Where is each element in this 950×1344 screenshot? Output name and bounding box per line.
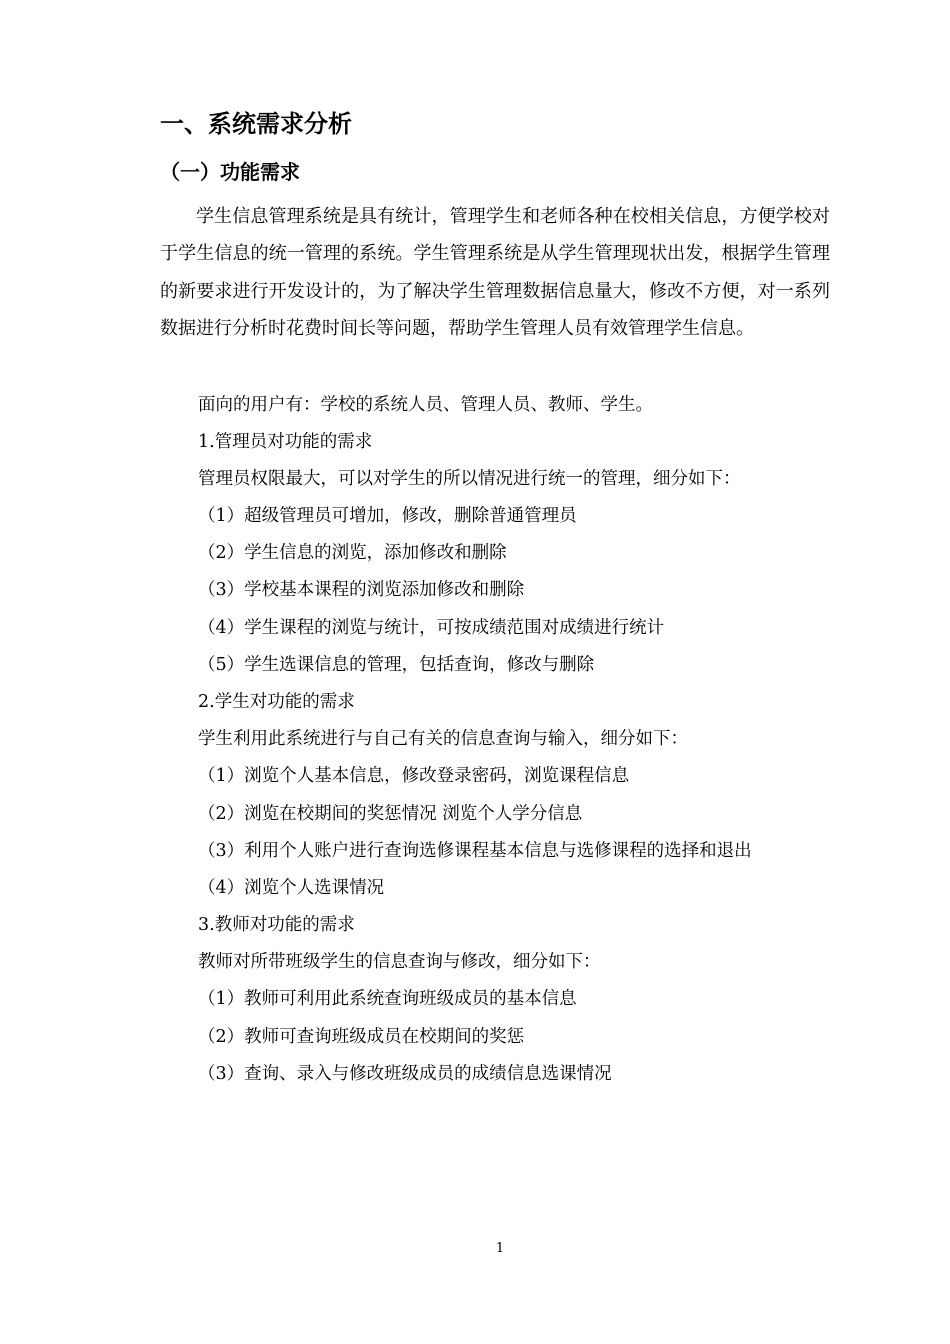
student-list-item: （4）浏览个人选课情况: [198, 878, 385, 898]
admin-list-item: （4）学生课程的浏览与统计，可按成绩范围对成绩进行统计: [198, 618, 665, 638]
section-heading: 一、系统需求分析: [160, 110, 352, 138]
subsection-heading: （一）功能需求: [160, 160, 300, 184]
student-section-title: 2.学生对功能的需求: [198, 692, 355, 712]
admin-list-item: （5）学生选课信息的管理，包括查询，修改与删除: [198, 655, 595, 675]
student-list-item: （3）利用个人账户进行查询选修课程基本信息与选修课程的选择和退出: [198, 841, 752, 861]
page-number: 1: [495, 1241, 505, 1256]
users-line: 面向的用户有：学校的系统人员、管理人员、教师、学生。: [198, 395, 653, 415]
admin-section-desc: 管理员权限最大，可以对学生的所以情况进行统一的管理，细分如下：: [198, 469, 741, 489]
teacher-list-item: （3）查询、录入与修改班级成员的成绩信息选课情况: [198, 1064, 612, 1084]
admin-list-item: （2）学生信息的浏览，添加修改和删除: [198, 543, 507, 563]
admin-list-item: （3）学校基本课程的浏览添加修改和删除: [198, 580, 525, 600]
teacher-section-title: 3.教师对功能的需求: [198, 915, 355, 935]
teacher-list-item: （1）教师可利用此系统查询班级成员的基本信息: [198, 989, 577, 1009]
intro-paragraph: 学生信息管理系统是具有统计，管理学生和老师各种在校相关信息，方便学校对于学生信息的统一管理的系统。学生管理系统是从学生管理现状出发，根据学生管理的新要求进行开发设计的，为了解决学生管理数据信息量大，修改不方便，对一系列数据进行分析时花费时间长等问题，帮助学生管理人员有效管理学生信息。: [160, 206, 830, 340]
admin-section-title: 1.管理员对功能的需求: [198, 432, 373, 452]
teacher-list-item: （2）教师可查询班级成员在校期间的奖惩: [198, 1027, 525, 1047]
student-list-item: （1）浏览个人基本信息，修改登录密码，浏览课程信息: [198, 766, 630, 786]
admin-list-item: （1）超级管理员可增加，修改，删除普通管理员: [198, 506, 577, 526]
teacher-section-desc: 教师对所带班级学生的信息查询与修改，细分如下：: [198, 952, 601, 972]
student-list-item: （2）浏览在校期间的奖惩情况 浏览个人学分信息: [198, 804, 583, 824]
student-section-desc: 学生利用此系统进行与自己有关的信息查询与输入，细分如下：: [198, 729, 688, 749]
